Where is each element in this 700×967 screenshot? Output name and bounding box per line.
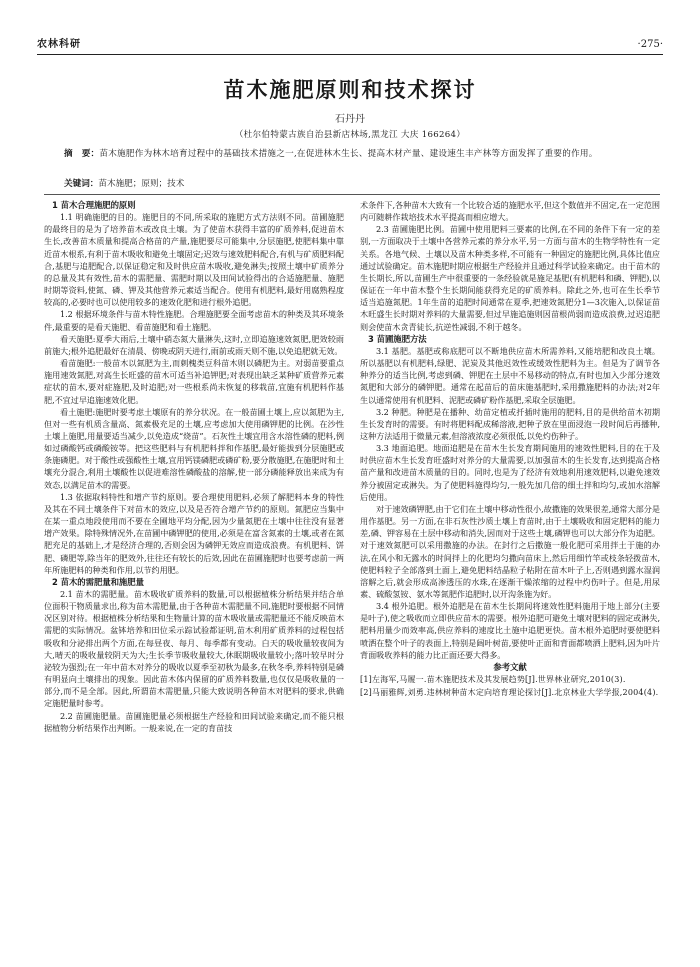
paragraph: 1.1 明确施肥的目的。施肥目的不同,所采取的施肥方式方法则不同。苗圃施肥的最终目的是为了培养苗木或改良土壤。为了使苗木获得丰富的矿质养料,促进苗木生长,改善苗木质量和提高合格苗的产量,施肥要尽可能集中,分层施肥,使肥料集中靠近苗木根系,有利于苗木吸收和避免土壤固定;迟效与速效肥料配合,有机与矿质肥料配合,基肥与追肥配合,以保证稳定和及时供应苗木吸收,避免淋失;按照土壤中矿质养分的总量及其有效性,苗木的需肥量、需肥时期以及田间试验得出的合适施肥量、施肥时期等资料,使氮、磷、钾及其他营养元素适当配合。使用有机肥料,最好用腐熟程度较高的,必要时也可以使用较多的速效化肥和进行根外追肥。 bbox=[44, 212, 344, 308]
page-number: ·275· bbox=[637, 39, 663, 50]
journal-name: 农林科研 bbox=[37, 39, 81, 50]
paragraph: 看土施肥:施肥时要考虑土壤原有的养分状况。在一般苗圃土壤上,应以氮肥为主,但对一些有机质含量高、氮素极充足的土壤,应考虑加大使用磷钾肥的比例。在沙性土壤上施肥,用量要适当减少,以免造成“烧苗”。石灰性土壤宜用含水溶性磷的肥料,例如过磷酸钙或磷酸铵等。把这些肥料与有机肥料拌和作基肥,最好能拔到分层施肥或条施磷肥。对于酸性或强酸性土壤,宜用钙镁磷肥或磷矿粉,要分散施肥,在施肥时和土壤充分混合,利用土壤酸性以促进难溶性磷酸盐的溶解,使一部分磷能释放出来成为有效态,以满足苗木的需要。 bbox=[44, 406, 344, 490]
paragraph: 3.4 根外追肥。根外追肥是在苗木生长期间将速效性肥料施用于地上部分(主要是叶子),使之吸收而立即供应苗木的需要。根外追肥可避免土壤对肥料的固定或淋失,肥料用量少而效率高,供应养料的速度比土施中追肥更快。苗木根外追肥时要使肥料喷洒在整个叶子的表面上,特别是阔叶树苗,要使叶正面和背面都喷洒上肥料,因为叶片背面吸收养料的能力比正面还要大得多。 bbox=[360, 601, 660, 660]
keywords bbox=[64, 177, 660, 191]
article-author: 石丹丹 bbox=[335, 114, 365, 125]
abstract-label: 摘 要： bbox=[64, 149, 100, 159]
paragraph: 看天施肥:夏季大雨后,土壤中硝态氮大量淋失,这时,立即追施速效氮肥,肥效较雨前施大;根外追肥最好在清晨、傍晚或阴天进行,雨前或雨天则不施,以免追肥就无效。 bbox=[44, 333, 344, 356]
section-heading: 1 苗木合理施肥的原则 bbox=[52, 200, 136, 210]
paragraph: 术条件下,各种苗木大致有一个比较合适的施肥水平,但这个数值并不固定,在一定范围内可随耕作栽培技术水平提高而相应增大。 bbox=[360, 200, 660, 223]
paragraph: 1.2 根据环境条件与苗木特性施肥。合理施肥要全面考虑苗木的种类及其环境条件,最重要的是看天施肥、看苗施肥和看土施肥。 bbox=[44, 309, 344, 332]
abstract-text: 苗木施肥作为林木培育过程中的基础技术措施之一,在促进林木生长、提高木材产量、建设速生丰产林等方面发挥了重要的作用。 bbox=[99, 149, 598, 159]
running-head bbox=[37, 38, 663, 54]
section-heading: 3 苗圃施肥方法 bbox=[368, 333, 427, 344]
right-column bbox=[360, 199, 660, 699]
reference-item: [2]马丽雅辉,刘勇.违林树种苗木定向培育理论探讨[J].北京林业大学学报,2004(4). bbox=[360, 688, 659, 698]
abstract bbox=[44, 147, 660, 162]
article-title: 苗木施肥原则和技术探讨 bbox=[223, 78, 477, 102]
article-affiliation: （杜尔伯特蒙古族自治县新店林场,黑龙江 大庆 166264） bbox=[234, 130, 466, 140]
header-rule bbox=[37, 54, 663, 55]
keywords-text: 苗木施肥；原则；技术 bbox=[98, 179, 185, 189]
paragraph: 对于速效磷钾肥,由于它们在土壤中移动性很小,故撒施的效果很差,通常大部分是用作基肥。另一方面,在非石灰性沙质土壤上育苗时,由于土壤吸收和固定肥料的能力差,磷、钾容易在土层中移动和消失,因而对于这些土壤,磷钾也可以大部分作为追肥。对于速效氮肥可以采用撒施的办法。在封行之后撒施一般化肥可采用拌土于施的办法,在风小和无露水的时间拌上的化肥均匀撒向苗床上,然后用细竹竿或枝条轻拨苗木,使肥料粒子全部落到土面上,避免肥料结晶粒子粘附在苗木叶子上,否则遇到露水湿润溶解之后,就会形成高渗透压的水珠,在逐渐干燥浓缩的过程中灼伤叶子。但是,用尿素、硫酸氢铵、氨水等氮肥作追肥时,以开沟条施为好。 bbox=[360, 503, 660, 599]
left-column bbox=[44, 199, 344, 734]
paragraph: 2.3 苗圃施肥比例。苗圃中使用肥料三要素的比例,在不同的条件下有一定的差别,一方面取决于土壤中各营养元素的养分水平,另一方面与苗木的生物学特性有一定关系。各地气候、土壤以及苗木种类多样,不可能有一种固定的施肥比例,具体比值应通过试验确定。苗木施肥时期应根据生产经验并且通过科学试验来确定。由于苗木的生长期长,所以,苗圃生产中很重要的一条经验就是施足基肥(有机肥料和磷、钾肥),以保证在一年中苗木整个生长期间能获得充足的矿质养料。除此之外,也可在生长季节适当追施氮肥。1年生苗的追肥时间通常在夏季,把速效氮肥分1—3次施入,以保证苗木旺盛生长时期对养料的大量需要,但过早施追施则因苗根尚弱而造成浪费,过迟追肥则会使苗木贪青徒长,抗逆性减弱,不利于越冬。 bbox=[360, 224, 660, 332]
paragraph: 2.2 苗圃施肥量。苗圃施肥量必须根据生产经验和田间试验来确定,而不能只根据植物分析结果作出判断。一般来说,在一定的育苗技 bbox=[44, 710, 344, 733]
paragraph: 3.3 地面追肥。地面追肥是在苗木生长发育期间施用的速效性肥料,目的在于及时供应苗木生长发育旺盛时对养分的大量需要,以加强苗木的生长发育,达到提高合格苗产量和改进苗木质量的目的。同时,也是为了经济有效地利用速效肥料,以避免速效养分被固定或淋失。为了使肥料施得均匀,一般先加几倍的细土拌和均匀,或加水溶解后使用。 bbox=[360, 443, 660, 502]
references-heading: 参考文献 bbox=[493, 661, 527, 672]
paragraph: 1.3 依据取料特性和增产节约原则。要合理使用肥料,必须了解肥料本身的特性及其在不同土壤条件下对苗木的效应,以及是否符合增产节约的原则。氮肥应当集中在某一重点地段使用而不要在全圃地平均分配,因为少量氮肥在土壤中往往没有显著增产效果。除特殊情况外,在苗圃中磷钾肥的使用,必须是在富含氮素的土壤,或者在氮肥充足的基础上,才是经济合理的,否则会因为磷钾无效应而造成浪费。有机肥料、饼肥、磷肥等,除当年的肥效外,往往还有较长的后效,因此在苗圃施肥时也要考虑前一两年所施肥料的种类和作用,以节约用肥。 bbox=[44, 491, 344, 575]
reference-item: [1]左海军,马履一.苗木施肥技术及其发展趋势[J].世界林业研究,2010(3). bbox=[360, 675, 626, 685]
abstract-rule bbox=[44, 194, 660, 195]
paragraph: 3.1 基肥。基肥或称底肥可以不断地供应苗木所需养料,又能培肥和改良土壤。所以基肥以有机肥料,绿肥、泥炭及其他迟效性或缓效性肥料为主。但是为了调节各种养分的适当比例,考虑到磷、钾肥在土层中不易移动的特点,有时也加入少部分速效氮肥和大部分的磷钾肥。通常在起苗后的苗床施基肥时,采用撒施肥料的办法;对2年生以通常使用有机肥料、泥肥或磷矿粉作基肥,采取全层施肥。 bbox=[360, 345, 660, 405]
paragraph: 3.2 种肥。种肥是在播种、幼苗定植或扦插时施用的肥料,目的是供给苗木初期生长发育时的需要。有时将肥料配成稀溶液,把种子放在里面浸泡一段时间后再播种,这种方法适用于微量元素,但溶液浓度必须很低,以免灼伤种子。 bbox=[360, 406, 660, 441]
paragraph: 看苗施肥:一般苗木以氮肥为主,而刺槐类豆科苗木则以磷肥为主。对弱苗要重点施用速效氮肥,对高生长旺盛的苗木可适当补追钾肥;对表现出缺乏某种矿质营养元素症状的苗木,要对症施肥,及时追肥;对一些根系尚未恢复的移栽苗,宜施有机肥料作基肥,不宜过早追施速效化肥。 bbox=[44, 358, 344, 405]
paragraph: 2.1 苗木的需肥量。苗木吸收矿质养料的数量,可以根据植株分析结果并结合单位面积干物质量求出,称为苗木需肥量,由于各种苗木需肥量不同,施肥时要根据不同情况区别对待。根据植株分析结果和生物量计算的苗木吸收量或需肥量还不能反映苗木需肥的实际情况。盆钵培养和田位采示踪试验都证明,苗木利用矿质养料的过程包括吸收和分泌排出两个方面,在每昼夜、每月、每季都有变动。白天的吸收量较夜间为大,晴天的吸收量较阴天为大;生长季节吸收量较大,休眠期吸收量较小;落叶较早时分泌较为强烈;在一年中苗木对养分的吸收以夏季至初秋为最多,在秋冬季,养料特别是磷有明显向土壤排出的现象。因此苗木体内保留的矿质养料数量,也仅仅是吸收量的一部分,而不是全部。因此,所谓苗木需肥量,只能大致说明各种苗木对肥料的要求,供确定施肥量时参考。 bbox=[44, 589, 344, 709]
section-heading: 2 苗木的需肥量和施肥量 bbox=[52, 576, 144, 587]
keywords-label: 关键词： bbox=[64, 179, 99, 189]
